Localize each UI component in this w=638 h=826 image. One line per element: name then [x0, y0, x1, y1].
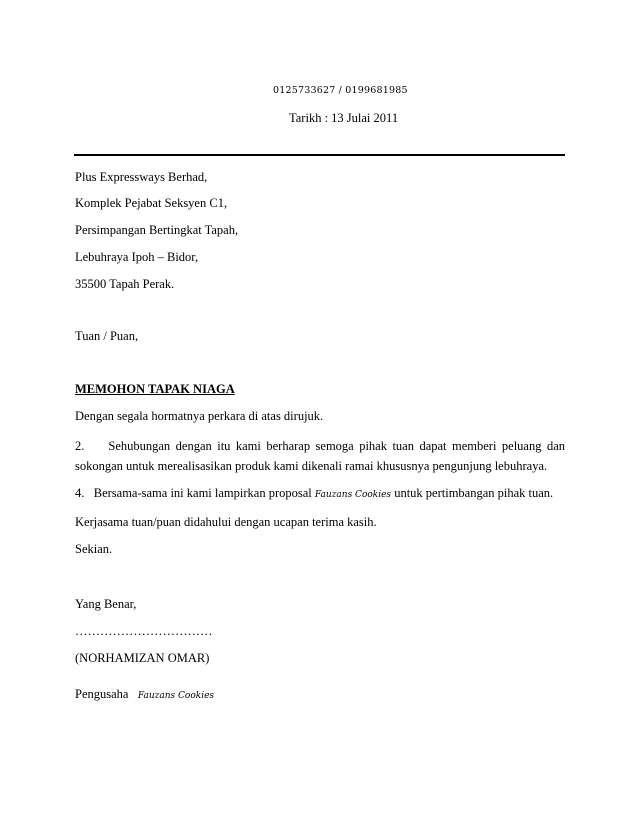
signatory-title-text: Pengusaha	[75, 687, 129, 701]
phone-numbers: 0125733627 / 0199681985	[273, 85, 408, 96]
signatory-title-brand: Fauzans Cookies	[137, 691, 215, 701]
recipient-line-5: 35500 Tapah Perak.	[75, 277, 175, 291]
paragraph-3	[75, 486, 553, 501]
paragraph-4: Kerjasama tuan/puan didahului dengan ucapan terima kasih.	[75, 515, 377, 529]
paragraph-3-brand: Fauzans Cookies	[314, 490, 392, 500]
header-divider	[74, 154, 565, 156]
recipient-line-4: Lebuhraya Ipoh – Bidor,	[75, 250, 199, 264]
paragraph-1: Dengan segala hormatnya perkara di atas dirujuk.	[75, 409, 324, 423]
letter-date: Tarikh : 13 Julai 2011	[289, 111, 399, 125]
subject-heading: MEMOHON TAPAK NIAGA	[75, 382, 235, 396]
signatory-title	[75, 687, 214, 702]
recipient-line-2: Komplek Pejabat Seksyen C1,	[75, 196, 228, 210]
recipient-line-1: Plus Expressways Berhad,	[75, 170, 208, 184]
paragraph-2-text: Sehubungan dengan itu kami berharap semoga pihak tuan dapat memberi peluang dan sokongan untuk merealisasikan produk kami dikenali ramai khususnya pengunjung lebuhraya.	[75, 439, 565, 473]
signature-line: ……………………………	[75, 624, 213, 638]
sign-off: Yang Benar,	[75, 597, 137, 611]
signatory-name: (NORHAMIZAN OMAR)	[75, 651, 210, 665]
paragraph-3-text-before: Bersama-sama ini kami lampirkan proposal	[93, 486, 312, 500]
paragraph-3-text-after: untuk pertimbangan pihak tuan.	[394, 486, 554, 500]
paragraph-3-number: 4.	[75, 486, 85, 500]
salutation: Tuan / Puan,	[75, 329, 139, 343]
paragraph-2	[75, 436, 565, 476]
recipient-line-3: Persimpangan Bertingkat Tapah,	[75, 223, 239, 237]
paragraph-2-number: 2.	[75, 439, 85, 453]
paragraph-5: Sekian.	[75, 542, 113, 556]
